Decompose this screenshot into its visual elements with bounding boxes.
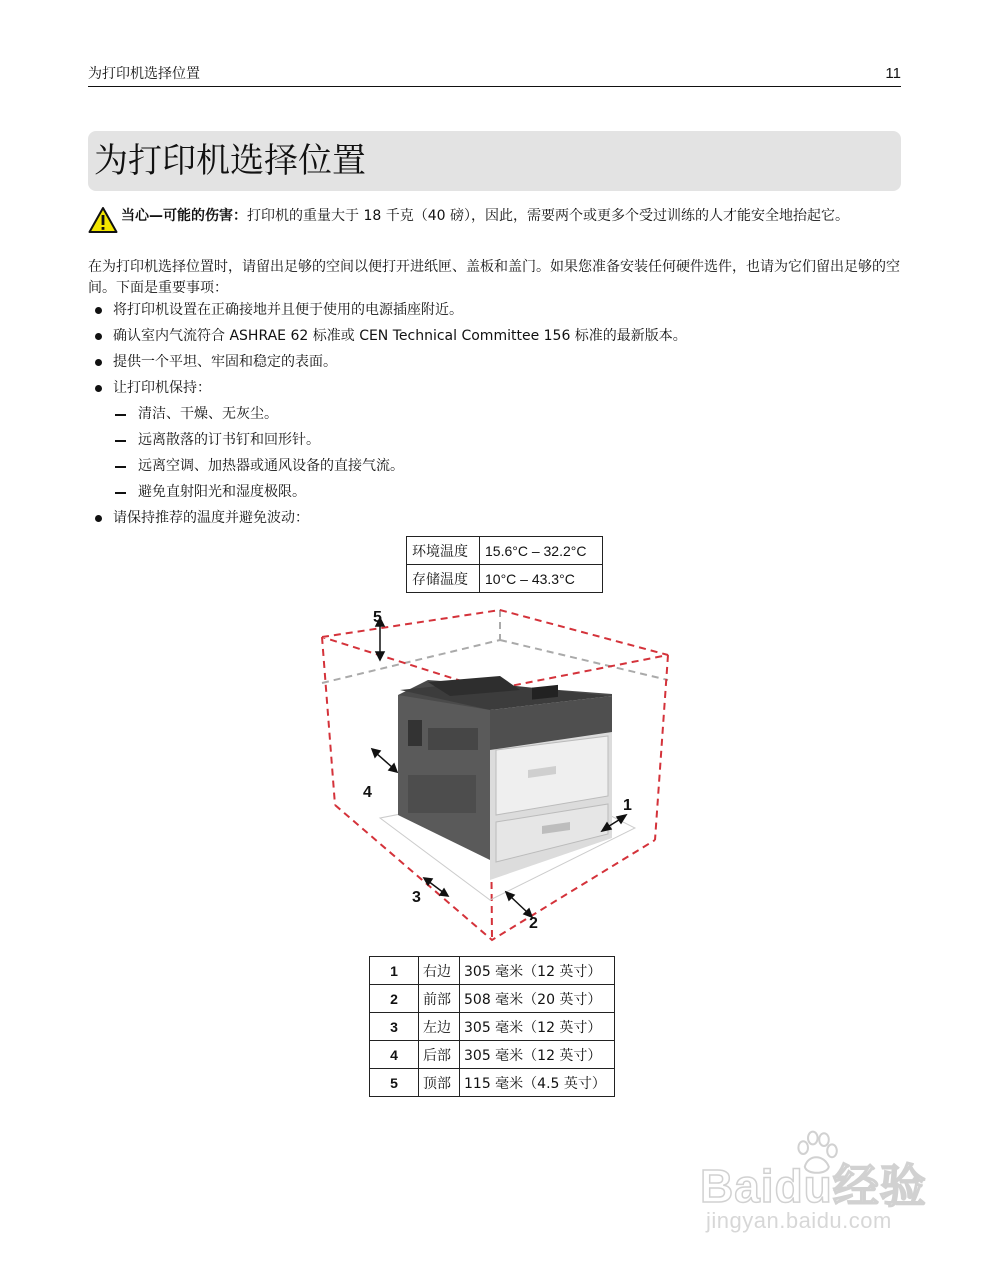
callout-4: 4 — [363, 784, 372, 801]
table-row — [370, 1041, 615, 1069]
table-row — [370, 1013, 615, 1041]
table-cell: 2 — [370, 985, 419, 1013]
temperature-table — [406, 536, 603, 593]
table-cell: 115 毫米（4.5 英寸） — [460, 1069, 615, 1097]
requirements-list — [88, 300, 901, 534]
warning-triangle-icon — [88, 206, 118, 234]
caution-text — [121, 206, 901, 227]
list-item: 将打印机设置在正确接地并且便于使用的电源插座附近。 — [88, 300, 901, 321]
clearance-table — [369, 956, 615, 1097]
intro-paragraph: 在为打印机选择位置时，请留出足够的空间以便打开进纸匣、盖板和盖门。如果您准备安装任何硬件选件，也请为它们留出足够的空间。下面是重要事项： — [88, 259, 900, 296]
watermark-brand: Baidu经验 — [700, 1160, 927, 1212]
table-cell: 1 — [370, 957, 419, 985]
printer-clearance-diagram — [300, 600, 690, 945]
table-cell: 305 毫米（12 英寸） — [460, 1013, 615, 1041]
baidu-watermark — [700, 1130, 935, 1240]
table-cell: 存储温度 — [407, 565, 480, 593]
title-bar — [88, 131, 901, 191]
sub-list-item: 清洁、干燥、无灰尘。 — [113, 404, 901, 425]
caution-body: 打印机的重量大于 18 千克（40 磅），因此，需要两个或更多个受过训练的人才能安全地抬起它。 — [247, 208, 849, 224]
table-cell: 顶部 — [419, 1069, 460, 1097]
table-cell: 15.6°C – 32.2°C — [480, 537, 603, 565]
table-cell: 右边 — [419, 957, 460, 985]
sub-list-item: 避免直射阳光和湿度极限。 — [113, 482, 901, 503]
table-cell: 10°C – 43.3°C — [480, 565, 603, 593]
table-cell: 后部 — [419, 1041, 460, 1069]
table-cell: 305 毫米（12 英寸） — [460, 957, 615, 985]
table-cell: 5 — [370, 1069, 419, 1097]
table-row — [407, 537, 603, 565]
table-cell: 左边 — [419, 1013, 460, 1041]
table-cell: 前部 — [419, 985, 460, 1013]
table-cell: 305 毫米（12 英寸） — [460, 1041, 615, 1069]
callout-5: 5 — [373, 609, 382, 626]
running-header — [88, 64, 901, 87]
list-item-keep — [88, 378, 901, 503]
printer-illustration — [398, 676, 612, 880]
table-row — [370, 1069, 615, 1097]
list-item-text: 让打印机保持： — [113, 380, 211, 396]
list-item: 确认室内气流符合 ASHRAE 62 标准或 CEN Technical Committee 156 标准的最新版本。 — [88, 326, 901, 347]
list-item: 请保持推荐的温度并避免波动： — [88, 508, 901, 529]
page-title: 为打印机选择位置 — [94, 141, 366, 181]
list-item: 提供一个平坦、牢固和稳定的表面。 — [88, 352, 901, 373]
table-cell: 环境温度 — [407, 537, 480, 565]
header-section-title: 为打印机选择位置 — [88, 66, 200, 82]
table-row — [370, 985, 615, 1013]
sub-list-item: 远离散落的订书钉和回形针。 — [113, 430, 901, 451]
page-number: 11 — [885, 65, 901, 82]
sub-list-item: 远离空调、加热器或通风设备的直接气流。 — [113, 456, 901, 477]
table-cell: 3 — [370, 1013, 419, 1041]
table-cell: 508 毫米（20 英寸） — [460, 985, 615, 1013]
caution-label: 当心—可能的伤害： — [121, 208, 247, 224]
table-row — [370, 957, 615, 985]
table-cell: 4 — [370, 1041, 419, 1069]
table-row — [407, 565, 603, 593]
callout-3: 3 — [412, 889, 421, 906]
watermark-url: jingyan.baidu.com — [706, 1208, 892, 1233]
callout-2: 2 — [529, 915, 538, 932]
callout-1: 1 — [623, 797, 632, 814]
keep-sublist — [113, 404, 901, 503]
